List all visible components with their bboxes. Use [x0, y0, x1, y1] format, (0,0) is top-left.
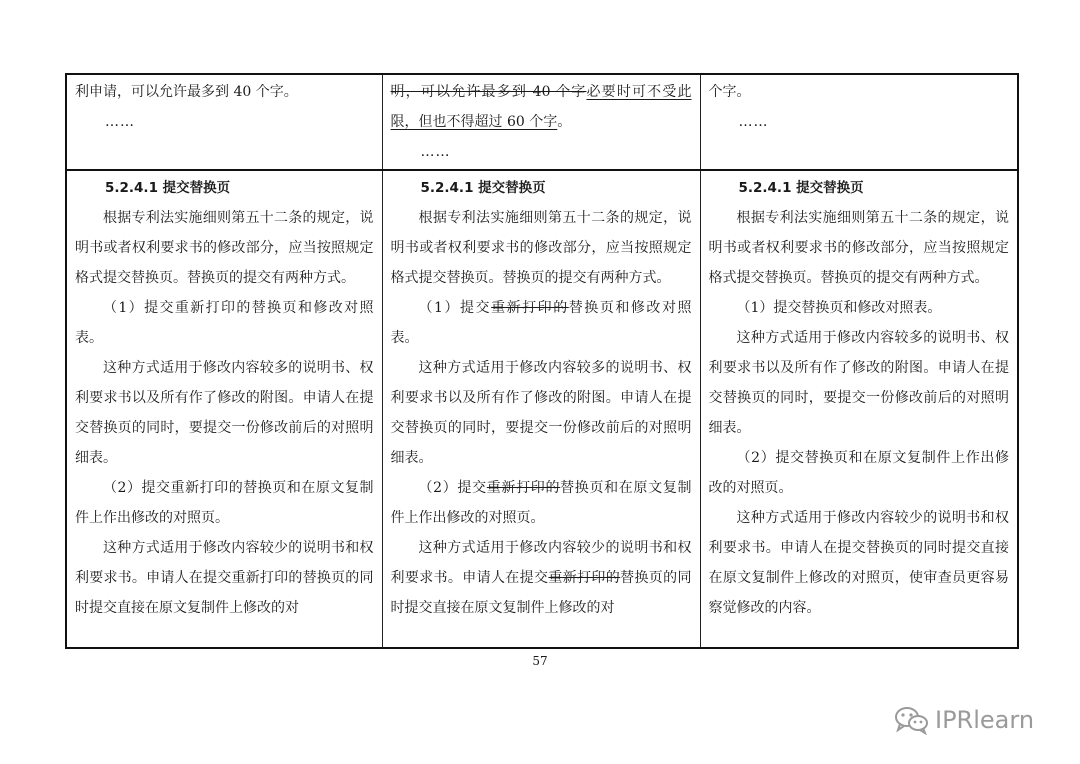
ellipsis: ……	[420, 144, 451, 160]
cell-paragraph	[391, 77, 692, 137]
table-row-continuation	[66, 74, 1018, 170]
text-segment: 这种方式适用于修改内容较多的说明书、权利要求书以及所有作了修改的附图。申请人在提交替换页的同时，要提交一份修改前后的对照明细表。	[708, 330, 1009, 436]
body-paragraph	[709, 503, 1010, 623]
ellipsis: ……	[738, 114, 769, 130]
text-segment: 替换页和修改对照表。	[390, 300, 692, 346]
wechat-icon	[893, 705, 929, 735]
body-paragraph	[75, 533, 374, 623]
page-number: 57	[532, 654, 548, 668]
text-segment: 根据专利法实施细则第五十二条的规定，说明书或者权利要求书的修改部分，应当按照规定格式提交替换页。替换页的提交有两种方式。	[708, 210, 1009, 286]
text-segment: 利申请，可以允许最多到 40 个字。	[75, 84, 298, 100]
text-segment: （2）提交	[418, 480, 487, 496]
watermark	[893, 703, 1034, 737]
text-segment: （2）提交重新打印的替换页和在原文复制件上作出修改的对照页。	[75, 480, 374, 526]
text-segment: 替换页的同时提交直接在原文复制件上修改的对	[390, 570, 692, 616]
body-paragraph	[709, 443, 1010, 503]
body-paragraph	[391, 533, 692, 623]
body-paragraph	[391, 293, 692, 353]
deleted-text: 明，可以允许最多到 40 个字	[390, 84, 587, 100]
cell-original-top	[66, 74, 382, 170]
text-segment: 替换页和在原文复制件上作出修改的对照页。	[390, 480, 692, 526]
body-paragraph	[709, 293, 1010, 323]
body-paragraph	[391, 203, 692, 293]
text-segment: （1）提交替换页和修改对照表。	[736, 300, 942, 316]
text-segment: （1）提交重新打印的替换页和修改对照表。	[75, 300, 374, 346]
cell-draft-top	[382, 74, 700, 170]
added-text: 必要时可不受此限，但也不得超过 60 个字	[390, 84, 692, 130]
body-paragraph	[75, 473, 374, 533]
cell-revised-body	[700, 170, 1018, 648]
body-paragraph	[75, 353, 374, 473]
section-heading: 5.2.4.1 提交替换页	[738, 180, 864, 196]
deleted-text: 重新打印的	[486, 480, 561, 496]
text-segment: 根据专利法实施细则第五十二条的规定，说明书或者权利要求书的修改部分，应当按照规定格式提交替换页。替换页的提交有两种方式。	[75, 210, 374, 286]
body-paragraph	[75, 203, 374, 293]
text-segment: 个字。	[708, 84, 751, 100]
text-segment: （1）提交	[418, 300, 492, 316]
cell-draft-body	[382, 170, 700, 648]
deleted-text: 重新打印的	[491, 300, 569, 316]
text-segment: 这种方式适用于修改内容较少的说明书和权利要求书。申请人在提交重新打印的替换页的同时提交直接在原文复制件上修改的对	[75, 540, 374, 616]
text-segment: 这种方式适用于修改内容较多的说明书、权利要求书以及所有作了修改的附图。申请人在提交替换页的同时，要提交一份修改前后的对照明细表。	[75, 360, 374, 466]
text-segment: 这种方式适用于修改内容较少的说明书和权利要求书。申请人在提交	[390, 540, 692, 586]
body-paragraph	[75, 293, 374, 353]
cell-paragraph	[709, 77, 1010, 107]
section-heading: 5.2.4.1 提交替换页	[105, 180, 231, 196]
body-paragraph	[709, 203, 1010, 293]
text-segment: 这种方式适用于修改内容较多的说明书、权利要求书以及所有作了修改的附图。申请人在提交替换页的同时，要提交一份修改前后的对照明细表。	[390, 360, 692, 466]
section-heading: 5.2.4.1 提交替换页	[420, 180, 546, 196]
body-paragraph	[709, 323, 1010, 443]
text-segment: 。	[557, 114, 572, 130]
body-paragraph	[391, 473, 692, 533]
text-segment: 根据专利法实施细则第五十二条的规定，说明书或者权利要求书的修改部分，应当按照规定格式提交替换页。替换页的提交有两种方式。	[390, 210, 692, 286]
watermark-text: IPRlearn	[935, 706, 1035, 734]
cell-paragraph	[75, 77, 374, 107]
cell-revised-top	[700, 74, 1018, 170]
cell-original-body	[66, 170, 382, 648]
table-row-section	[66, 170, 1018, 648]
comparison-table	[65, 73, 1019, 649]
ellipsis: ……	[105, 114, 135, 130]
text-segment: 这种方式适用于修改内容较少的说明书和权利要求书。申请人在提交替换页的同时提交直接在原文复制件上修改的对照页，使审查员更容易察觉修改的内容。	[708, 510, 1009, 616]
body-paragraph	[391, 353, 692, 473]
deleted-text: 重新打印的	[548, 570, 621, 586]
text-segment: （2）提交替换页和在原文复制件上作出修改的对照页。	[708, 450, 1009, 496]
